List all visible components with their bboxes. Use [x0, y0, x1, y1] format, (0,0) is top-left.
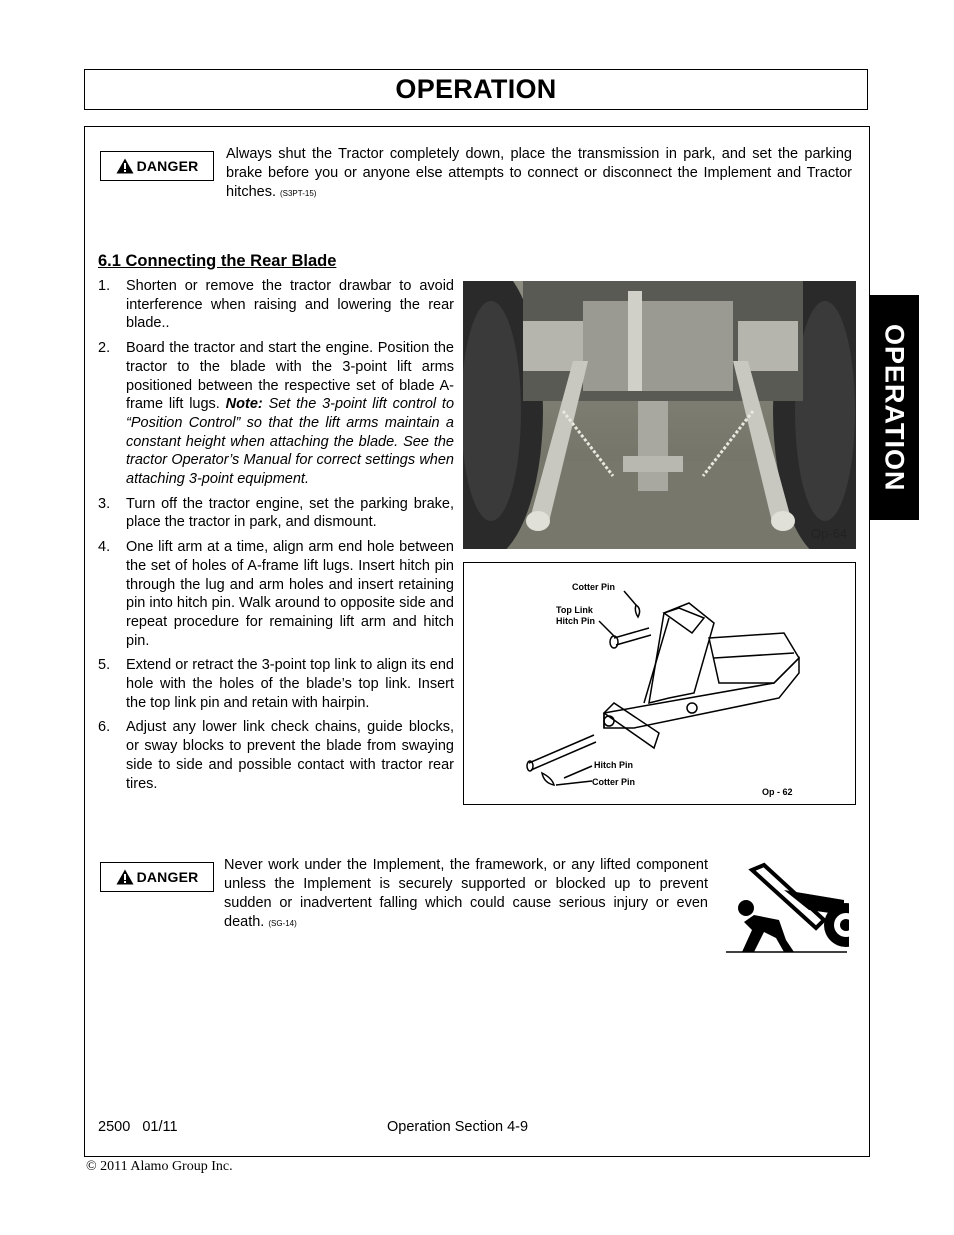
page-title: OPERATION — [395, 74, 557, 104]
step-text: Board the tractor and start the engine. Position the tractor to the blade with the 3-point lift arms positioned between the respective set of blade A-frame lift lugs. — [126, 340, 454, 413]
callout-cotter-pin-bottom: Cotter Pin — [592, 777, 636, 787]
page-header — [84, 69, 868, 110]
a-frame-drawing — [464, 563, 855, 804]
list-item — [98, 718, 454, 793]
step-number: 3. — [98, 495, 111, 512]
footer-section: Operation Section 4-9 — [387, 1119, 529, 1135]
step-number: 6. — [98, 719, 111, 736]
callout-cotter-pin-top: Cotter Pin — [572, 582, 616, 592]
warning-triangle-icon — [116, 869, 134, 885]
list-item — [98, 339, 454, 489]
danger-badge-label: DANGER — [136, 869, 199, 885]
step-text: Turn off the tractor engine, set the parking brake, place the tractor in park, and dismount. — [126, 495, 454, 531]
hitch-pin-diagram — [463, 562, 856, 805]
steps-list — [98, 277, 454, 799]
step-number: 2. — [98, 340, 111, 357]
tractor-hitch-photo — [463, 281, 856, 549]
copyright: © 2011 Alamo Group Inc. — [86, 1159, 233, 1174]
callout-hitch-pin-bottom: Hitch Pin — [594, 760, 634, 770]
danger-code: (SG-14) — [268, 919, 297, 928]
figure-label: Op - 62 — [762, 787, 793, 797]
figure-label: Op-64 — [811, 526, 848, 541]
danger-badge-label: DANGER — [136, 158, 199, 174]
danger-code: (S3PT-15) — [279, 189, 317, 198]
footer-model: 2500 01/11 — [98, 1119, 178, 1135]
side-tab-label: OPERATION — [879, 323, 910, 492]
callout-hitch-pin-top: Hitch Pin — [556, 616, 596, 626]
step-number: 1. — [98, 278, 111, 294]
step-number: 4. — [98, 539, 111, 556]
danger-message — [224, 856, 708, 933]
step-number: 5. — [98, 657, 111, 674]
section-title: 6.1 Connecting the Rear Blade — [98, 252, 337, 270]
step-text: Adjust any lower link check chains, guide blocks, or sway blocks to prevent the blade from swaying side to side and possible contact with tractor rear tires. — [126, 719, 454, 792]
side-tab — [869, 295, 919, 520]
note-label: Note: — [225, 396, 263, 413]
crush-hazard-icon — [724, 860, 849, 955]
list-item — [98, 538, 454, 650]
step-text: Extend or retract the 3-point top link to align its end hole with the holes of the blade’s top link. Insert the top link pin and retain with hairpin. — [126, 657, 454, 711]
list-item — [98, 656, 454, 712]
list-item — [98, 495, 454, 532]
note-text: Set the 3-point lift control to “Position Control” so that the lift arms maintain a constant height when attaching the blade. See the tractor Operator’s Manual for correct settings when attaching 3-point equipment. — [126, 396, 455, 488]
step-text: One lift arm at a time, align arm end hole between the set of holes of A-frame lift lugs. Insert hitch pin through the lug and arm holes and insert retaining pin into hitch pin. Walk around to opposite side and repeat procedure for remaining lift arm and hitch pin. — [126, 539, 454, 649]
callout-top-link: Top Link — [556, 605, 593, 615]
danger-badge — [100, 862, 214, 892]
danger-badge — [100, 151, 214, 181]
danger-text: Always shut the Tractor completely down, place the transmission in park, and set the parking brake before you or anyone else attempts to connect or disconnect the Implement and Tractor hitches. — [226, 146, 852, 200]
danger-message — [226, 145, 852, 203]
warning-triangle-icon — [116, 158, 134, 174]
step-text: Shorten or remove the tractor drawbar to avoid interference when raising and lowering the rear blade.. — [126, 278, 454, 332]
danger-text: Never work under the Implement, the framework, or any lifted component unless the Implement is securely supported or blocked up to prevent sudden or inadvertent falling which could cause serious injury or even death. — [224, 857, 708, 930]
list-item — [98, 277, 454, 333]
tractor-hitch-illustration — [463, 281, 856, 549]
